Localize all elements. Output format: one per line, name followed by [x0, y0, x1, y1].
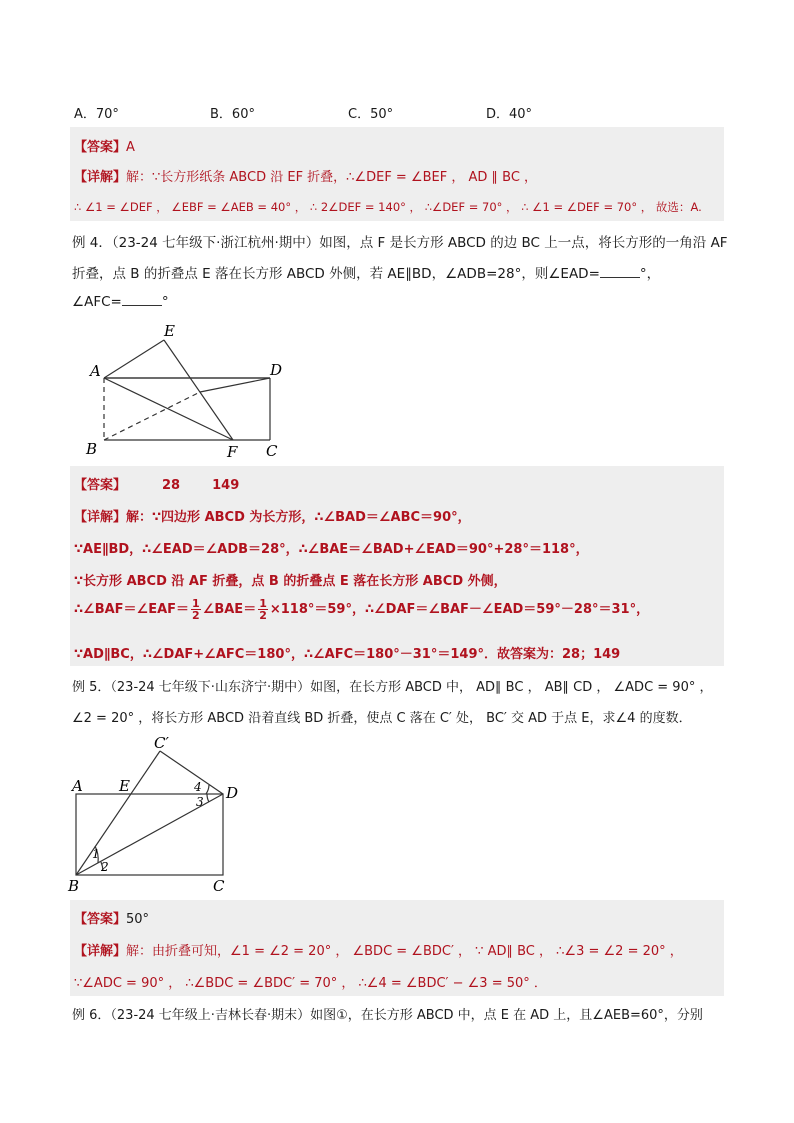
label-C-prime: C′: [154, 734, 169, 752]
q3-detail-line-2: ∴ ∠1 = ∠DEF ， ∠EBF = ∠AEB = 40° ， ∴ 2∠DEF = 140° ， ∴∠DEF = 70° ， ∴ ∠1 = ∠DEF = 70° ， 故选：A.: [74, 200, 702, 214]
ex4-figure: [80, 318, 300, 463]
ex4-detail-line-2: ∵AE∥BD，∴∠EAD＝∠ADB＝28°，∴∠BAE＝∠BAD+∠EAD＝90°+28°＝118°，: [74, 542, 589, 557]
ex4-detail-line-5: ∵AD∥BC，∴∠DAF+∠AFC＝180°，∴∠AFC＝180°－31°＝149°．故答案为：28；149: [74, 647, 621, 662]
detail-tag: 【详解】: [74, 944, 127, 959]
ex4-detail-line-4: ∴∠BAF＝∠EAF＝ $\frac{1}{2}$ ∠BAE＝ $\frac{1}{2}$ ×118°＝59°，∴∠DAF＝∠BAF－∠EAD＝59°－28°＝31°，: [74, 597, 650, 622]
detail-tag: 【详解】: [74, 170, 127, 185]
angle-label-4: 4: [194, 780, 202, 794]
answer-tag: 【答案】: [74, 140, 127, 155]
fraction: $\frac{1}{2}$: [192, 597, 200, 622]
ex4-answer-line: [74, 474, 239, 493]
label-A: A: [72, 777, 83, 795]
ex4-detail-line-1: 【详解】解：∵四边形 ABCD 为长方形，∴∠BAD＝∠ABC＝90°，: [74, 510, 471, 525]
ex4-question-line-3: ∠AFC= °: [72, 294, 169, 310]
answer-value: 50°: [126, 912, 150, 927]
ex5-figure: [66, 734, 256, 894]
choice-b: B．60°: [210, 107, 255, 122]
detail-tag: 【详解】: [74, 510, 127, 525]
choice-a: A．70°: [74, 107, 119, 122]
answer-value-2: 149: [212, 478, 240, 493]
ex6-question-line-1: 例 6．（23-24 七年级上·吉林长春·期末）如图①，在长方形 ABCD 中，点 E 在 AD 上，且∠AEB=60°，分别: [72, 1008, 703, 1023]
label-F: F: [227, 443, 238, 461]
label-E: E: [164, 322, 175, 340]
label-C: C: [266, 442, 278, 460]
angle-label-3: 3: [196, 795, 204, 809]
choice-d: D．40°: [486, 107, 533, 122]
answer-tag: 【答案】: [74, 478, 127, 493]
label-C: C: [213, 877, 225, 894]
ex4-question-line-1: 例 4．（23-24 七年级下·浙江杭州·期中）如图，点 F 是长方形 ABCD 的边 BC 上一点，将长方形的一角沿 AF: [72, 235, 728, 251]
label-A: A: [90, 362, 101, 380]
answer-tag: 【答案】: [74, 912, 127, 927]
angle-label-1: 1: [92, 847, 100, 861]
q3-detail-line-1: 【详解】解：∵长方形纸条 ABCD 沿 EF 折叠，∴∠DEF = ∠BEF ， AD ∥ BC ，: [74, 170, 538, 185]
label-D: D: [226, 784, 239, 802]
label-D: D: [270, 361, 283, 379]
answer-value-1: 28: [162, 478, 181, 493]
ex4-detail-line-3: ∵长方形 ABCD 沿 AF 折叠，点 B 的折叠点 E 落在长方形 ABCD 外侧，: [74, 574, 507, 589]
ex5-answer-line: [74, 908, 149, 927]
angle-label-2: 2: [101, 860, 109, 874]
answer-blank: [600, 265, 640, 278]
ex4-question-line-2: 折叠，点 B 的折叠点 E 落在长方形 ABCD 外侧，若 AE∥BD，∠ADB=28°，则∠EAD= °，: [72, 266, 661, 282]
ex5-question-line-2: ∠2 = 20° ，将长方形 ABCD 沿着直线 BD 折叠，使点 C 落在 C′ 处， BC′ 交 AD 于点 E，求∠4 的度数．: [72, 711, 692, 726]
label-B: B: [86, 440, 98, 458]
label-E: E: [119, 777, 130, 795]
choice-c: C．50°: [348, 107, 394, 122]
label-B: B: [68, 877, 80, 894]
q3-answer-line: [74, 136, 135, 155]
fraction: $\frac{1}{2}$: [259, 597, 267, 622]
ex5-detail-line-2: ∵∠ADC = 90° ， ∴∠BDC = ∠BDC′ = 70° ， ∴∠4 = ∠BDC′ − ∠3 = 50° ．: [74, 976, 547, 991]
ex5-question-line-1: 例 5．（23-24 七年级下·山东济宁·期中）如图，在长方形 ABCD 中， AD∥ BC ， AB∥ CD ， ∠ADC = 90° ，: [72, 680, 713, 695]
answer-blank: [122, 293, 162, 306]
ex4-answer-panel: [70, 466, 724, 666]
ex5-detail-line-1: 【详解】解：由折叠可知，∠1 = ∠2 = 20° ， ∠BDC = ∠BDC′ ， ∵ AD∥ BC ， ∴∠3 = ∠2 = 20° ，: [74, 944, 683, 959]
answer-value: A: [126, 140, 135, 155]
